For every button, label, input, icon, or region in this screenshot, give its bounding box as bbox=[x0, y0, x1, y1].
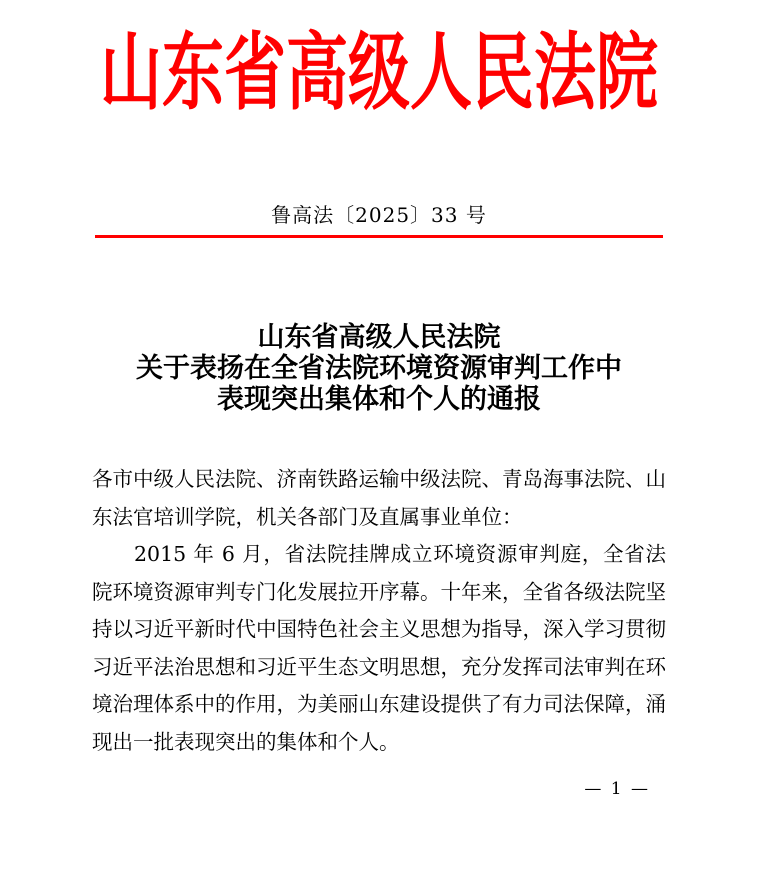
document-title bbox=[0, 322, 758, 415]
page-number: — 1 — bbox=[584, 779, 650, 799]
letterhead bbox=[0, 20, 758, 122]
document-number: 鲁高法〔2025〕33 号 bbox=[271, 203, 487, 227]
document-title-line-2: 关于表扬在全省法院环境资源审判工作中 bbox=[136, 353, 622, 384]
red-separator-line bbox=[95, 235, 663, 238]
addressee-paragraph: 各市中级人民法院、济南铁路运输中级法院、青岛海事法院、山东法官培训学院，机关各部门及直属事业单位： bbox=[92, 467, 666, 529]
body-paragraph: 2015 年 6 月，省法院挂牌成立环境资源审判庭，全省法院环境资源审判专门化发展拉开序幕。十年来，全省各级法院坚持以习近平新时代中国特色社会主义思想为指导，深入学习贯彻习近平法治思想和习近平生态文明思想，充分发挥司法审判在环境治理体系中的作用，为美丽山东建设提供了有力司法保障，涌现出一批表现突出的集体和个人。 bbox=[92, 542, 666, 754]
letterhead-title: 山东省高级人民法院 bbox=[99, 22, 658, 122]
document-title-line-1: 山东省高级人民法院 bbox=[257, 322, 501, 353]
document-title-line-3: 表现突出集体和个人的通报 bbox=[217, 384, 541, 415]
document-body bbox=[92, 461, 666, 761]
